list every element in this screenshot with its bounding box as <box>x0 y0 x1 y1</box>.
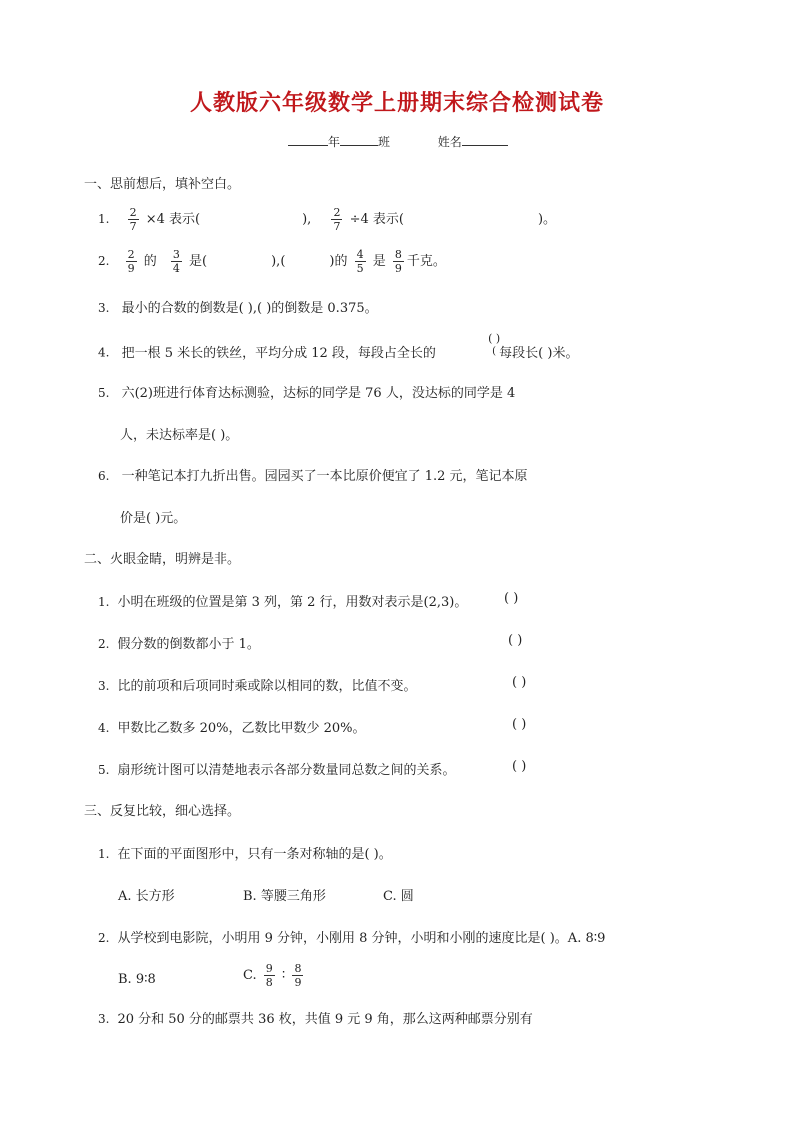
name-label: 姓名 <box>437 135 462 149</box>
answer-parens[interactable]: ( ) <box>512 717 527 732</box>
fill-question-6: 6. 一种笔记本打九折出售。园园买了一本比原价便宜了 1.2 元，笔记本原 <box>98 469 528 484</box>
page-title: 人教版六年级数学上册期末综合检测试卷 <box>189 91 604 116</box>
fill-question-6-line-2: 价是( )元。 <box>120 511 187 526</box>
answer-parens[interactable]: ( ) <box>508 633 523 648</box>
choice-question-3: 3. 20 分和 50 分的邮票共 36 枚，共值 9 元 9 角，那么这两种邮票分别有 <box>98 1012 533 1027</box>
choice-option-c[interactable]: C. $\frac{9}{8}$ ∶ $\frac{8}{9}$ <box>243 962 302 989</box>
fraction: $\frac{8}{9}$ <box>394 248 402 275</box>
answer-parens[interactable]: ( ) <box>504 591 519 606</box>
choice-question-1: 1. 在下面的平面图形中，只有一条对称轴的是( )。 <box>98 847 392 862</box>
answer-parens[interactable]: ( ) <box>512 675 527 690</box>
name-blank[interactable] <box>462 133 508 146</box>
fill-question-5: 5. 六(2)班进行体育达标测验，达标的同学是 76 人，没达标的同学是 4 <box>98 386 516 401</box>
question-number: 2. <box>98 254 110 268</box>
section-2-heading: 二、火眼金睛，明辨是非。 <box>84 552 241 567</box>
judge-question-4: 4. 甲数比乙数多 20%，乙数比甲数少 20%。 ( ) <box>98 717 527 736</box>
question-number: 1. <box>98 212 110 226</box>
section-1-heading: 一、思前想后，填补空白。 <box>84 177 241 192</box>
fraction: ( ) ( <box>488 332 501 357</box>
fraction: $\frac{8}{9}$ <box>294 962 302 989</box>
section-3-heading: 三、反复比较，细心选择。 <box>84 804 241 819</box>
judge-question-1: 1. 小明在班级的位置是第 3 列，第 2 行，用数对表示是(2,3)。 ( ) <box>98 591 519 610</box>
fraction: $\frac{2}{7}$ <box>333 206 341 233</box>
fill-question-2: 2. $\frac{2}{9}$ 的 $\frac{3}{4}$ 是( ),( )的 $\frac{4}{5}$ 是 $\frac{8}{9}$ 千克。 <box>98 248 446 275</box>
fraction: $\frac{3}{4}$ <box>172 248 180 275</box>
class-blank[interactable] <box>340 133 378 146</box>
answer-parens[interactable]: ( ) <box>512 759 527 774</box>
grade-blank[interactable] <box>288 133 328 146</box>
fraction: $\frac{9}{8}$ <box>265 962 273 989</box>
choice-option-a[interactable]: A. 长方形 <box>118 889 175 904</box>
choice-option-c[interactable]: C. 圆 <box>383 889 414 904</box>
fill-question-3: 3. 最小的合数的倒数是( ),( )的倒数是 0.375。 <box>98 301 378 316</box>
fraction: $\frac{2}{7}$ <box>129 206 137 233</box>
grade-label: 年 <box>328 135 341 149</box>
fill-question-4: 4. 把一根 5 米长的铁丝，平均分成 12 段，每段占全长的 ( ) ( 每段长( )米。 <box>98 332 579 361</box>
class-label: 班 <box>378 135 391 149</box>
fill-question-1: 1. $\frac{2}{7}$ ×4 表示( ), $\frac{2}{7}$ ÷4 表示( )。 <box>98 206 557 233</box>
choice-option-b[interactable]: B. 等腰三角形 <box>243 889 326 904</box>
choice-question-2: 2. 从学校到电影院，小明用 9 分钟，小刚用 8 分钟，小明和小刚的速度比是( )。A. 8∶9 <box>98 931 606 946</box>
judge-question-5: 5. 扇形统计图可以清楚地表示各部分数量同总数之间的关系。 ( ) <box>98 759 527 778</box>
judge-question-3: 3. 比的前项和后项同时乘或除以相同的数，比值不变。 ( ) <box>98 675 527 694</box>
judge-question-2: 2. 假分数的倒数都小于 1。 ( ) <box>98 633 523 652</box>
student-info-line <box>288 133 508 150</box>
fill-question-5-line-2: 人，未达标率是( )。 <box>120 428 239 443</box>
fraction: $\frac{4}{5}$ <box>356 248 364 275</box>
choice-option-b[interactable]: B. 9∶8 <box>118 972 156 987</box>
fraction: $\frac{2}{9}$ <box>127 248 135 275</box>
